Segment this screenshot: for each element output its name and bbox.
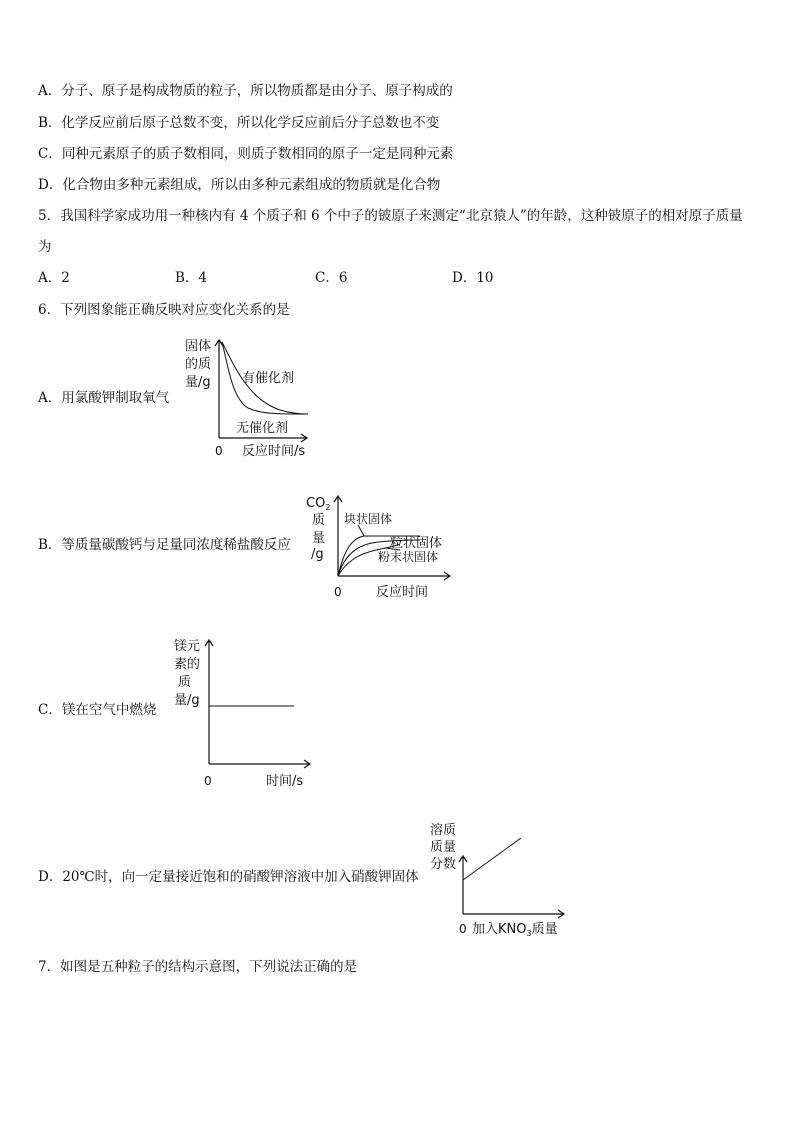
q7-stem: 7．如图是五种粒子的结构示意图，下列说法正确的是: [38, 959, 358, 975]
graph-b-pointer-block: [358, 525, 364, 536]
q6-option-a-label: A．用氯酸钾制取氧气: [38, 390, 170, 406]
q6-option-c-label: C．镁在空气中燃烧: [38, 702, 157, 718]
q6-option-b-label: B．等质量碳酸钙与足量同浓度稀盐酸反应: [38, 537, 291, 553]
graph-a-ylabel-1: 固体: [185, 339, 212, 354]
graph-c-origin: 0: [204, 774, 212, 788]
graph-a-ylabel-2: 的质: [185, 357, 212, 372]
q6-stem: 6．下列图象能正确反映对应变化关系的是: [38, 302, 290, 318]
graph-b-ylabel-3: /g: [311, 547, 324, 562]
q4-option-c: C．同种元素原子的质子数相同，则质子数相同的原子一定是同种元素: [38, 146, 454, 162]
q5-option-a: A．2: [38, 270, 70, 286]
q5-option-d: D．10: [452, 270, 494, 286]
graph-c: [170, 636, 315, 792]
graph-d-xlabel: 加入$KNO_3$质量: [472, 922, 558, 938]
graph-d-ylabel-3: 分数: [430, 857, 457, 872]
graph-d-ylabel-1: 溶质: [430, 823, 457, 838]
graph-c-ylabel-1: 镁元: [174, 639, 201, 654]
graph-c-xlabel: 时间/s: [266, 774, 304, 789]
graph-b-ylabel-2: 量: [312, 531, 326, 546]
graph-a-xlabel: 反应时间/s: [242, 444, 306, 459]
graph-b-ylabel-1: 质: [312, 513, 326, 528]
graph-c-ylabel-3: 质: [178, 675, 192, 690]
graph-b-label-granular: 粒状固体: [390, 536, 443, 551]
q4-option-a: A．分子、原子是构成物质的粒子，所以物质都是由分子、原子构成的: [38, 83, 453, 99]
q5-stem-line2: 为: [38, 239, 52, 255]
q5-option-b: B．4: [175, 270, 208, 286]
graph-a: [180, 336, 315, 462]
q5-option-c: C．6: [315, 270, 348, 286]
q4-option-d: D．化合物由多种元素组成，所以由多种元素组成的物质就是化合物: [38, 177, 441, 193]
graph-a-ylabel-3: 量/g: [185, 375, 211, 390]
q6-option-d-label: D．20℃时，向一定量接近饱和的硝酸钾溶液中加入硝酸钾固体: [38, 869, 419, 885]
graph-b-origin: 0: [334, 585, 342, 599]
graph-d-line: [463, 838, 521, 880]
graph-a-origin: 0: [215, 444, 223, 458]
graph-a-label-no-catalyst: 无催化剂: [236, 421, 289, 436]
graph-b-label-block: 块状固体: [344, 512, 393, 526]
graph-d-origin: 0: [459, 922, 467, 936]
graph-b: [300, 492, 460, 600]
graph-b-xlabel: 反应时间: [376, 585, 429, 600]
graph-b-label-powder: 粉末状固体: [378, 550, 439, 564]
graph-b-ylabel-co2: $CO_2$: [306, 496, 331, 512]
graph-a-label-catalyst: 有催化剂: [242, 371, 295, 386]
q4-option-b: B．化学反应前后原子总数不变，所以化学反应前后分子总数也不变: [38, 115, 440, 131]
graph-d-ylabel-2: 质量: [430, 840, 457, 855]
graph-d: [426, 818, 571, 940]
graph-c-ylabel-4: 量/g: [174, 693, 200, 708]
q5-stem-line1: 5．我国科学家成功用一种核内有 4 个质子和 6 个中子的铍原子来测定“北京猿人”的年龄，这种铍原子的相对原子质量: [38, 208, 743, 224]
graph-c-ylabel-2: 素的: [174, 657, 201, 672]
